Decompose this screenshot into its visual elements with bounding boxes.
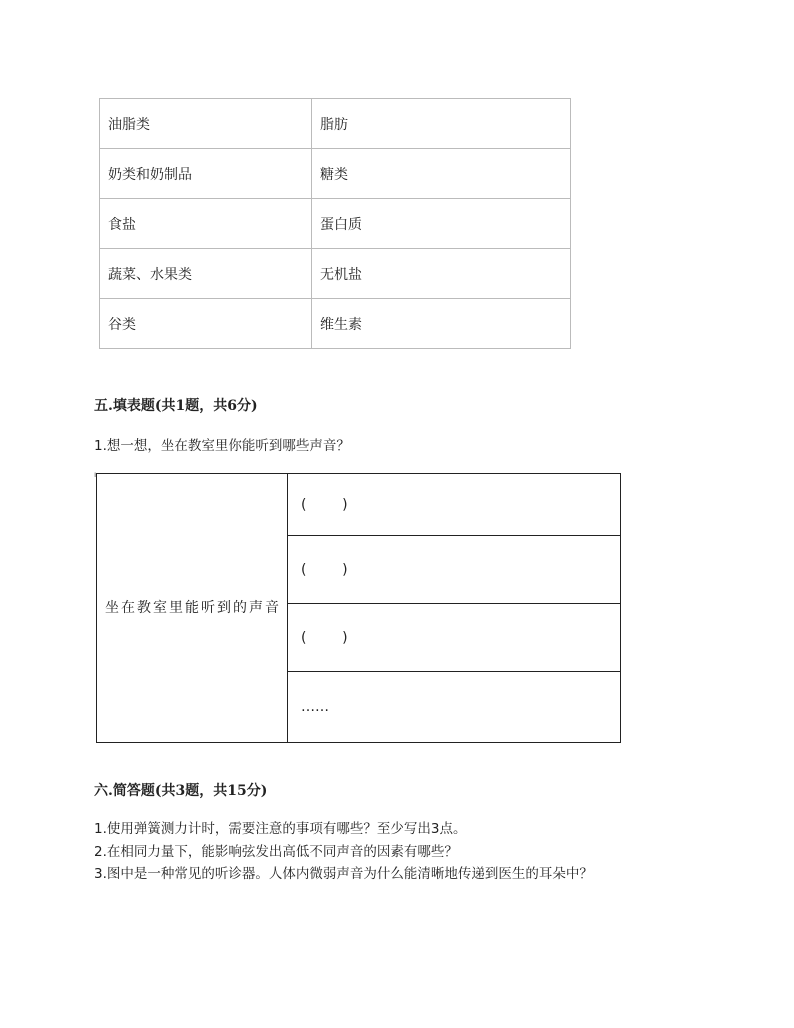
nutrient-cell: 糖类 — [312, 149, 571, 199]
table-row — [100, 149, 571, 199]
nutrient-cell: 脂肪 — [312, 99, 571, 149]
section-5-question: 1.想一想，坐在教室里你能听到哪些声音？ — [94, 438, 350, 454]
blank-placeholder: ( ) — [301, 496, 348, 513]
answer-blank-cell[interactable] — [288, 474, 621, 536]
table-row — [100, 249, 571, 299]
table-row — [100, 299, 571, 349]
table-row — [100, 199, 571, 249]
blank-placeholder: ( ) — [301, 629, 348, 646]
answer-blank-cell[interactable] — [288, 604, 621, 672]
food-category-cell: 蔬菜、水果类 — [100, 249, 312, 299]
answer-blank-cell[interactable] — [288, 672, 621, 743]
food-nutrient-table — [99, 98, 571, 349]
food-category-cell: 油脂类 — [100, 99, 312, 149]
section-6-question-1: 1.使用弹簧测力计时，需要注意的事项有哪些？至少写出3点。 — [94, 821, 467, 837]
section-6-title: 六.简答题(共3题，共15分) — [94, 783, 268, 799]
food-category-cell: 奶类和奶制品 — [100, 149, 312, 199]
sound-label-cell: 坐在教室里能听到的声音 — [97, 474, 288, 743]
blank-placeholder: ( ) — [301, 561, 348, 578]
section-5-title: 五.填表题(共1题，共6分) — [94, 398, 258, 414]
blank-placeholder: …… — [301, 699, 329, 715]
answer-blank-cell[interactable] — [288, 536, 621, 604]
food-category-cell: 谷类 — [100, 299, 312, 349]
section-6-question-3: 3.图中是一种常见的听诊器。人体内微弱声音为什么能清晰地传递到医生的耳朵中？ — [94, 866, 593, 882]
table-row — [100, 99, 571, 149]
nutrient-cell: 蛋白质 — [312, 199, 571, 249]
table-row — [97, 474, 621, 536]
section-6-question-2: 2.在相同力量下，能影响弦发出高低不同声音的因素有哪些？ — [94, 844, 458, 860]
sound-fill-table — [96, 473, 621, 743]
margin-mark: ı — [94, 470, 97, 479]
nutrient-cell: 维生素 — [312, 299, 571, 349]
food-category-cell: 食盐 — [100, 199, 312, 249]
nutrient-cell: 无机盐 — [312, 249, 571, 299]
